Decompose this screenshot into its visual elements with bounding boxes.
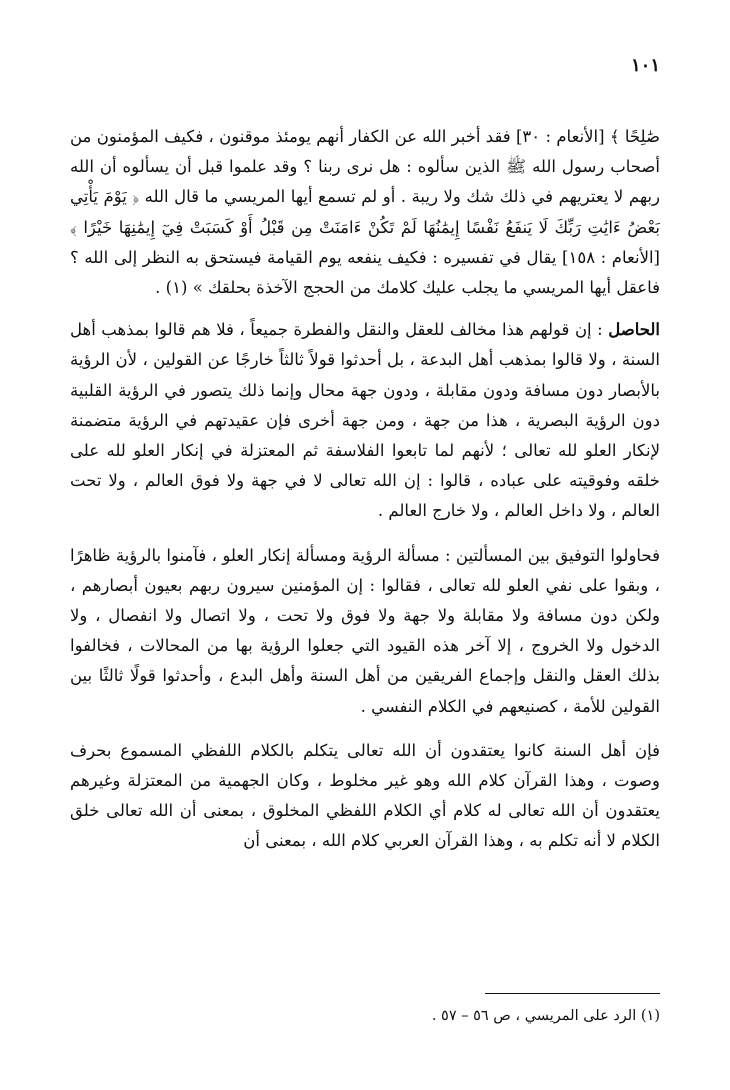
- paragraph-4: [70, 736, 660, 857]
- paragraph-2-lead: الحاصل: [608, 320, 660, 340]
- body-text: [70, 122, 660, 871]
- paragraph-2: [70, 315, 660, 526]
- paragraph-3: [70, 541, 660, 722]
- paragraph-1-text: صَٰلِحًا ﴾ [الأنعام : ٣٠] فقد أخبر الله عن الكفار أنهم يومئذ موقنون ، فكيف المؤمنون من أصحاب رسول الله ﷺ الذين سألوه : هل نرى ربنا ؟ وقد علموا قبل أن يسألوه أن الله ربهم لا يعتريهم في ذلك شك ولا ريبة . أو لم تسمع أيها المريسي ما قال الله ﴿ يَوْمَ يَأْتِي بَعْضُ ءَايَٰتِ رَبِّكَ لَا يَنفَعُ نَفْسًا إِيمَٰنُهَا لَمْ تَكُنْ ءَامَنَتْ مِن قَبْلُ أَوْ كَسَبَتْ فِيٓ إِيمَٰنِهَا خَيْرًا ﴾ [الأنعام : ١٥٨] يقال في تفسيره : فكيف ينفعه يوم القيامة فيستحق به النظر إلى الله ؟ فاعقل أيها المريسي ما يجلب عليك كلامك من الحجج الآخذة بحلقك » (١) .: [70, 127, 660, 298]
- paragraph-2-text: : إن قولهم هذا مخالف للعقل والنقل والفطرة جميعاً ، فلا هم قالوا بمذهب أهل السنة ، ولا قالوا بمذهب أهل البدعة ، بل أحدثوا قولاً ثالثاً خارجًا عن القولين ، لأن الرؤية بالأبصار دون مسافة ودون مقابلة ، ودون جهة محال وإنما ذلك يتصور في الرؤية القلبية دون الرؤية البصرية ، هذا من جهة ، ومن جهة أخرى فإن عقيدتهم في الرؤية متضمنة لإنكار العلو لله تعالى ؛ لأنهم لما تابعوا الفلاسفة ثم المعتزلة في إنكار العلو لله على خلقه وفوقيته على عباده ، قالوا : إن الله تعالى لا في جهة ولا فوق العالم ، ولا تحت العالم ، ولا داخل العالم ، ولا خارج العالم .: [70, 320, 660, 521]
- footnote: (١) الرد على المريسي ، ص ٥٦ – ٥٧ .: [431, 1008, 660, 1024]
- paragraph-4-text: فإن أهل السنة كانوا يعتقدون أن الله تعالى يتكلم بالكلام اللفظي المسموع بحرف وصوت ، وهذا القرآن كلام الله وهو غير مخلوط ، وكان الجهمية من المعتزلة وغيرهم يعتقدون أن الله تعالى له كلام أي الكلام اللفظي المخلوق ، بمعنى أن الله تعالى خلق الكلام لا أنه تكلم به ، وهذا القرآن العربي كلام الله ، بمعنى أن: [70, 740, 660, 851]
- page-number: ١٠١: [630, 55, 660, 76]
- footnote-divider: [485, 993, 660, 994]
- book-page: [70, 40, 660, 1070]
- paragraph-1: [70, 122, 660, 303]
- paragraph-3-text: فحاولوا التوفيق بين المسألتين : مسألة الرؤية ومسألة إنكار العلو ، فآمنوا بالرؤية ظاهرًا ، وبقوا على نفي العلو لله تعالى ، فقالوا : إن المؤمنين سيرون ربهم بعيون أبصارهم ، ولكن دون مسافة ولا مقابلة ولا جهة ولا فوق ولا تحت ، ولا اتصال ولا انفصال ، ولا الدخول ولا الخروج ، إلا آخر هذه القيود التي جعلوا الرؤية بها من المحالات ، فخالفوا بذلك العقل والنقل وإجماع الفريقين من أهل السنة وأهل البدع ، وأحدثوا قولًا ثالثًا بين القولين للأمة ، كصنيعهم في الكلام النفسي .: [70, 545, 660, 716]
